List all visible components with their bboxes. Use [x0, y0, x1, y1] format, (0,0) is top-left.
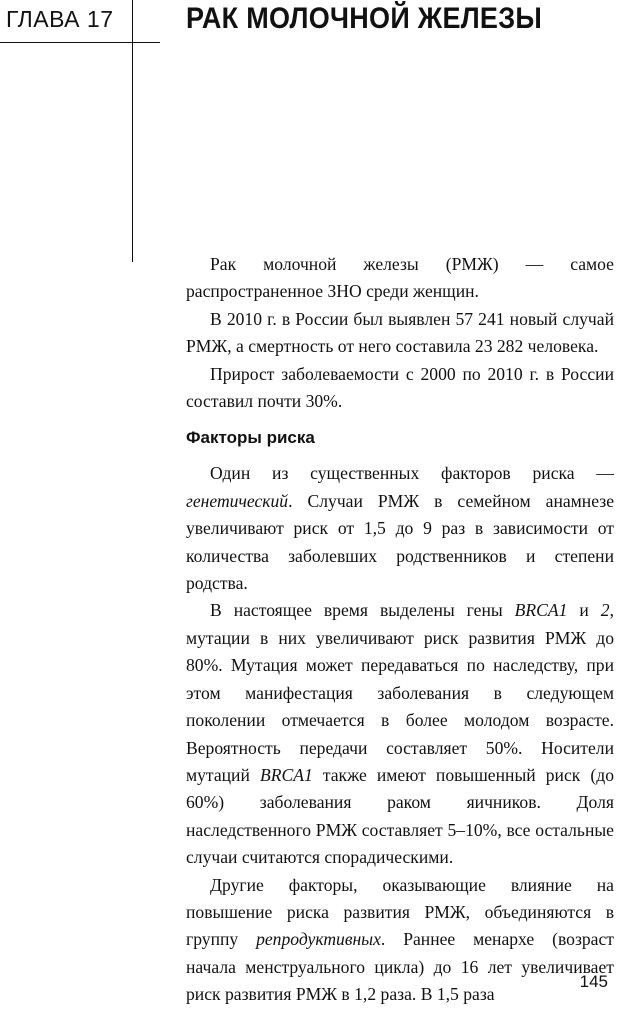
section-heading: Факторы риска: [186, 428, 315, 448]
text-run: и: [567, 600, 601, 621]
text-run: В настоящее время выделены гены: [210, 600, 515, 621]
text-run: . Случаи РМЖ в семейном анамнезе увеличивают риск от 1,5 до 9 раз в зависимости от количества заболевших родственников и степени родства.: [186, 490, 614, 594]
text-run: Один из существенных факторов риска —: [210, 463, 614, 484]
text-run: также имеют повышенный риск (до 60%) заболевания раком яичников. Доля наследственного РМЖ составляет 5–10%, все остальные случаи считаются спорадическими.: [186, 764, 614, 868]
text-run: Другие факторы, оказывающие влияние на повышение риска развития РМЖ, объединяются в группу: [186, 874, 614, 950]
header-divider-vertical: [132, 0, 133, 262]
header-divider-horizontal: [0, 42, 160, 43]
section-paragraph-2: [186, 597, 614, 871]
emphasis: генетический: [186, 490, 289, 511]
text-run: . Раннее менархе (возраст начала менструального цикла) до 16 лет увеличивает риск развития РМЖ в 1,2 раза. В 1,5 раза: [186, 929, 614, 1005]
section-paragraph-1: [186, 460, 614, 597]
gene-name: BRCA1: [259, 764, 313, 785]
intro-paragraph-3: Прирост заболеваемости с 2000 по 2010 г. в России составил почти 30%.: [186, 363, 614, 412]
gene-name: 2: [600, 600, 610, 621]
body-text: [186, 251, 614, 1009]
chapter-title: РАК МОЛОЧНОЙ ЖЕЛЕЗЫ: [186, 2, 543, 35]
text-run: , мутации в них увеличивают риск развития РМЖ до 80%. Мутация может передаваться по наследству, при этом манифестация заболевания в следующем поколении отмечается в более молодом возрасте. Вероятность передачи составляет 50%. Носители мутаций: [186, 600, 614, 785]
intro-paragraph-2: В 2010 г. в России был выявлен 57 241 новый случай РМЖ, а смертность от него составила 23 282 человека.: [186, 308, 614, 357]
chapter-label: ГЛАВА 17: [6, 6, 114, 32]
emphasis: репродуктивных: [256, 929, 381, 950]
gene-name: BRCA1: [514, 600, 568, 621]
intro-paragraph-1: Рак молочной железы (РМЖ) — самое распространенное ЗНО среди женщин.: [186, 254, 614, 302]
page-number: 145: [579, 972, 608, 991]
section-paragraph-3: [186, 872, 614, 1009]
